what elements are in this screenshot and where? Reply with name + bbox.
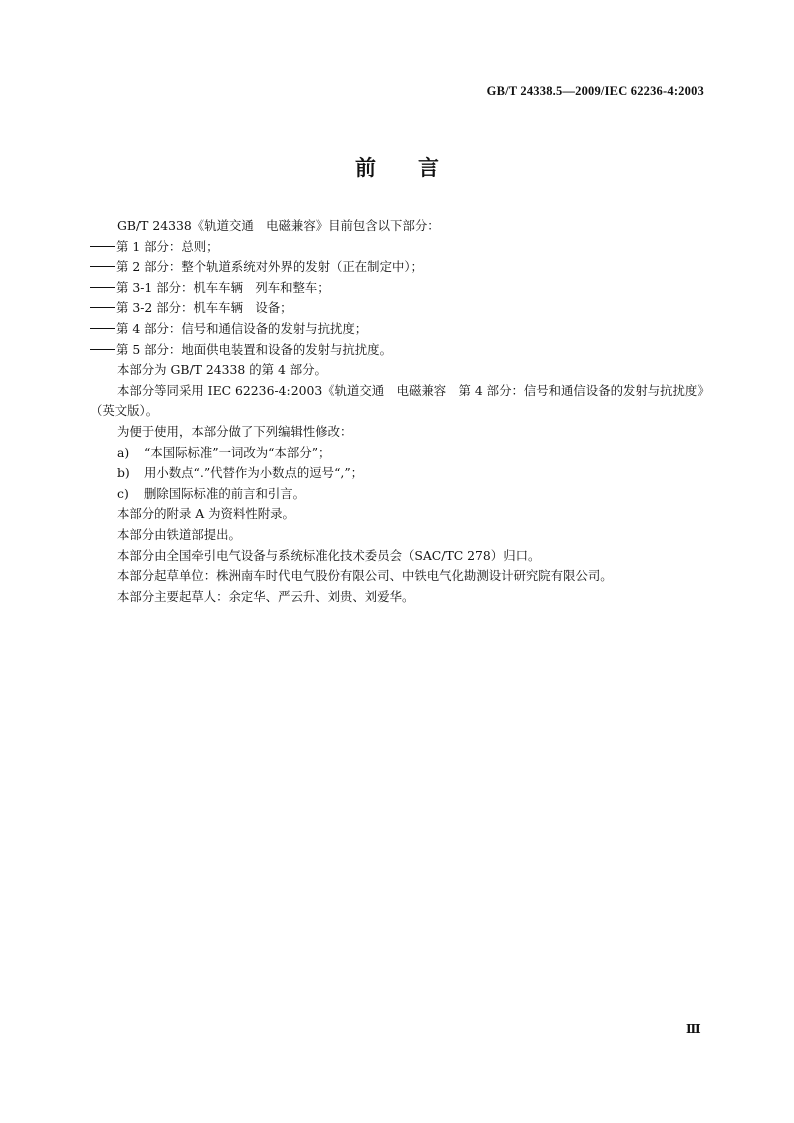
em-dash-mark — [90, 349, 115, 350]
foreword-body — [90, 216, 706, 607]
part-list-item: 第 1 部分：总则； — [90, 237, 706, 258]
edit-intro-paragraph: 为便于使用，本部分做了下列编辑性修改： — [117, 423, 353, 439]
drafting-units-paragraph: 本部分起草单位：株洲南车时代电气股份有限公司、中铁电气化勘测设计研究院有限公司。 — [117, 568, 613, 584]
adoption-paragraph: 本部分等同采用 IEC 62236-4:2003《轨道交通 电磁兼容 第 4 部分：信号和通信设备的发射与抗扰度》（英文版）。 — [90, 382, 704, 419]
em-dash-mark — [90, 328, 115, 329]
edit-list-item: a) “本国际标准”一词改为“本部分”； — [117, 444, 331, 460]
em-dash-mark — [90, 307, 115, 308]
standard-code-header: GB/T 24338.5—2009/IEC 62236-4:2003 — [486, 84, 704, 98]
intro-paragraph: GB/T 24338《轨道交通 电磁兼容》目前包含以下部分： — [117, 218, 440, 233]
page-number: Ⅲ — [686, 1022, 701, 1036]
part-list-item: 第 5 部分：地面供电装置和设备的发射与抗扰度。 — [90, 340, 706, 361]
part-list-item: 第 2 部分：整个轨道系统对外界的发射（正在制定中）； — [90, 257, 706, 278]
part-list-item: 第 3-1 部分：机车车辆 列车和整车； — [90, 278, 706, 299]
em-dash-mark — [90, 266, 115, 267]
em-dash-mark — [90, 287, 115, 288]
centralized-paragraph: 本部分由全国牵引电气设备与系统标准化技术委员会（SAC/TC 278）归口。 — [117, 547, 541, 563]
em-dash-mark — [90, 246, 115, 247]
this-part-paragraph: 本部分为 GB/T 24338 的第 4 部分。 — [117, 362, 327, 378]
page-title — [0, 152, 794, 182]
edit-list-item: c) 删除国际标准的前言和引言。 — [117, 485, 306, 501]
part-list-item: 第 3-2 部分：机车车辆 设备； — [90, 298, 706, 319]
part-list-item: 第 4 部分：信号和通信设备的发射与抗扰度； — [90, 319, 706, 340]
title-char-2: 言 — [418, 155, 439, 180]
title-char-1: 前 — [355, 155, 376, 180]
edit-list-item: b) 用小数点“.”代替作为小数点的逗号“,”； — [117, 465, 364, 481]
proposed-paragraph: 本部分由铁道部提出。 — [117, 526, 241, 542]
annex-paragraph: 本部分的附录 A 为资料性附录。 — [117, 506, 295, 522]
drafters-paragraph: 本部分主要起草人：余定华、严云升、刘贵、刘爱华。 — [117, 588, 415, 604]
